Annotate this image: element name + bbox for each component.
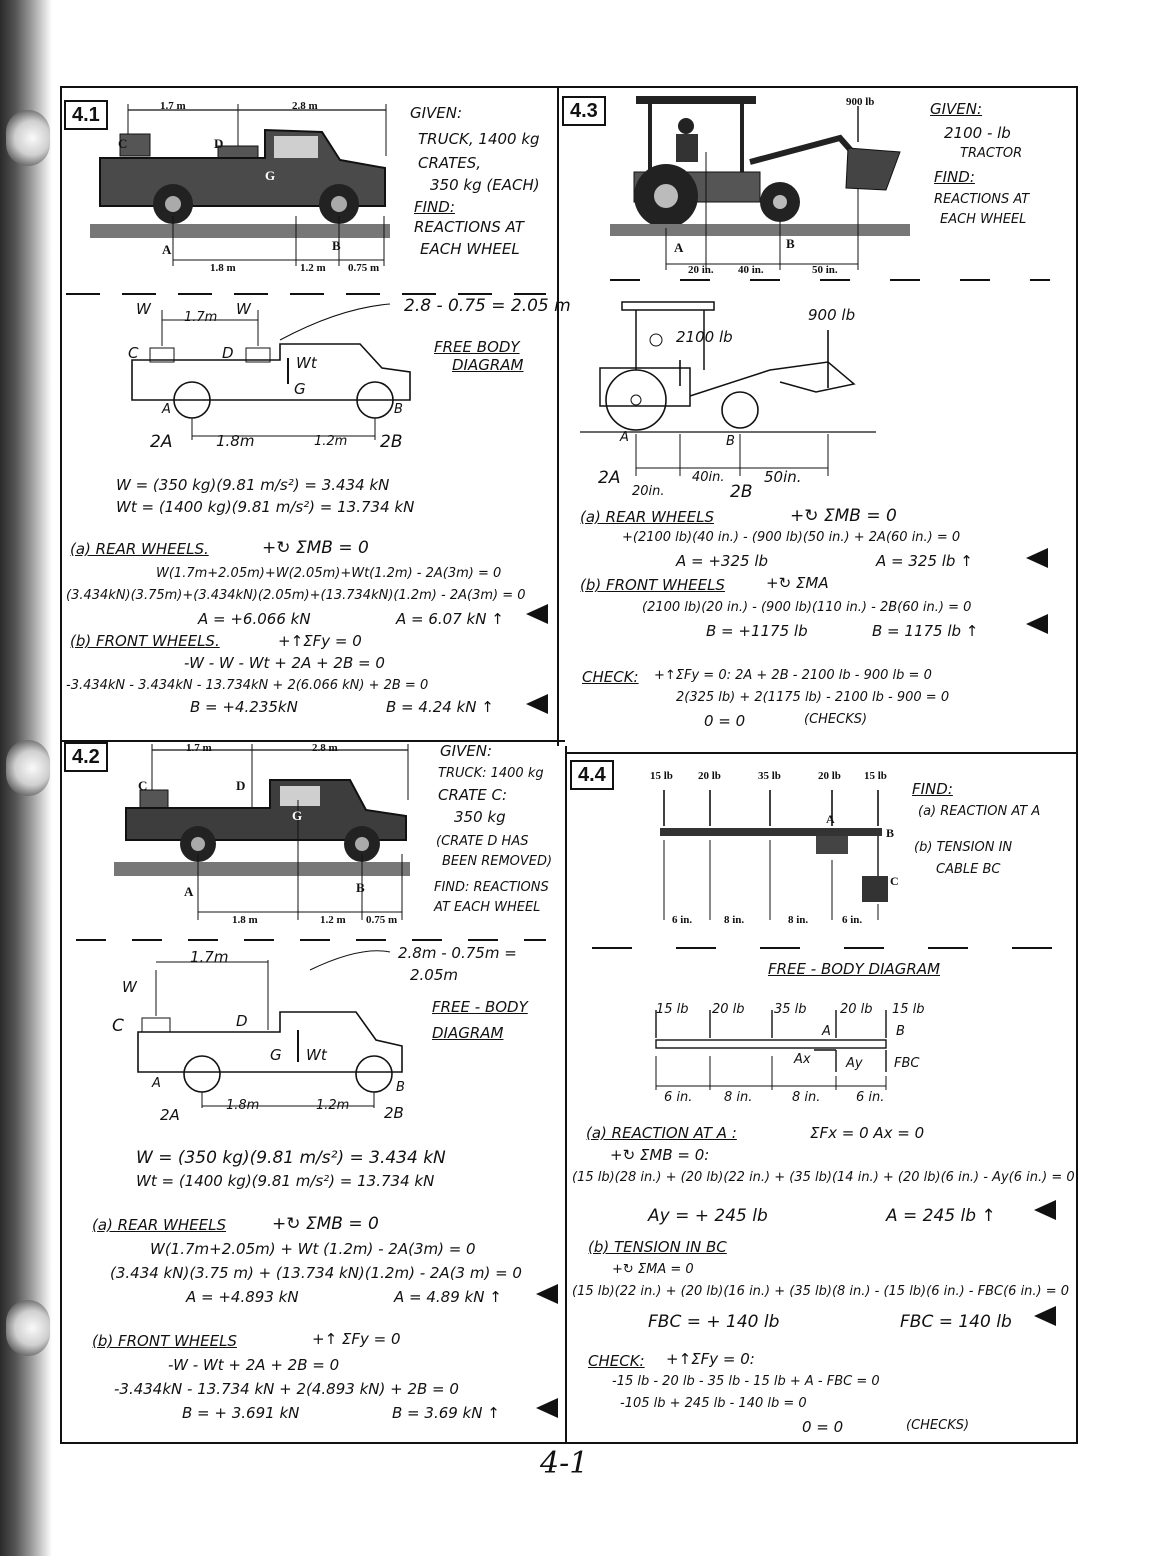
- part-b-heading: (b) FRONT WHEELS.: [70, 632, 220, 650]
- free-body-diagram: [130, 950, 410, 1110]
- part-b-result: FBC = + 140 lb: [648, 1312, 780, 1332]
- fbd-g: G: [270, 1046, 282, 1064]
- find-line: FIND: REACTIONS: [434, 880, 549, 895]
- given-line: (CRATE D HAS: [436, 834, 529, 849]
- part-a-heading: (a) REAR WHEELS: [92, 1216, 226, 1234]
- dash-separator: [76, 938, 546, 942]
- fbd-a: A: [152, 1076, 161, 1091]
- load-label: 15 lb: [650, 770, 673, 782]
- given-line: TRACTOR: [960, 146, 1023, 161]
- part-a-line1: +(2100 lb)(40 in.) - (900 lb)(50 in.) + 2A(60 in.) = 0: [622, 530, 961, 545]
- part-b-sum: +↑ ΣFy = 0: [312, 1330, 401, 1348]
- fbd-b: B: [396, 1080, 405, 1095]
- dim-1-8m: 1.8 m: [232, 914, 258, 926]
- load-label: 15 lb: [864, 770, 887, 782]
- part-b-line1: -W - W - Wt + 2A + 2B = 0: [184, 654, 385, 672]
- part-a-answer: A = 325 lb ↑: [876, 552, 973, 570]
- fbd-fbc: FBC: [894, 1056, 920, 1071]
- label-g: G: [265, 168, 276, 183]
- fbd-d: D: [222, 344, 234, 362]
- check-heading: CHECK:: [588, 1352, 645, 1370]
- part-a-moment: +↻ ΣMB = 0: [790, 506, 897, 526]
- part-b-sum: +↑ΣFy = 0: [278, 632, 362, 650]
- problem-number: 4.1: [64, 100, 108, 130]
- dim-8in: 8 in.: [724, 914, 745, 926]
- part-b-moment: +↻ ΣMA = 0: [612, 1262, 694, 1277]
- fbd-weight: 2100 lb: [676, 328, 733, 346]
- check-line3: 0 = 0: [802, 1418, 844, 1436]
- check-line1: -15 lb - 20 lb - 35 lb - 15 lb + A - FBC = 0: [612, 1374, 880, 1389]
- dim-1-2m: 1.2 m: [300, 262, 326, 274]
- part-a-result: Ay = + 245 lb: [648, 1206, 768, 1226]
- given-heading: GIVEN:: [410, 104, 463, 122]
- problem-number: 4.2: [64, 742, 108, 772]
- part-a-result: A = +6.066 kN: [198, 610, 311, 628]
- answer-marker: [526, 604, 548, 624]
- fbd-title: FREE - BODY: [432, 998, 528, 1016]
- label-c: C: [138, 778, 148, 793]
- fbd-2a: 2A: [598, 468, 621, 488]
- fbd-dim: 8 in.: [724, 1090, 753, 1105]
- check-note: (CHECKS): [906, 1418, 970, 1433]
- label-c: C: [890, 874, 899, 888]
- fbd-load: 20 lb: [712, 1002, 745, 1017]
- given-line: TRUCK: 1400 kg: [438, 766, 544, 781]
- weight-crate-eq: W = (350 kg)(9.81 m/s²) = 3.434 kN: [116, 476, 390, 494]
- fbd-length-note: 2.8m - 0.75m =: [398, 944, 517, 962]
- fbd-2b: 2B: [380, 432, 403, 452]
- answer-marker: [1034, 1200, 1056, 1220]
- row-divider-right: [565, 752, 1078, 754]
- dim-40in: 40 in.: [738, 264, 764, 276]
- fbd-ay: Ay: [846, 1056, 863, 1071]
- label-c: C: [118, 136, 128, 151]
- check-line2: 2(325 lb) + 2(1175 lb) - 2100 lb - 900 = 0: [676, 690, 950, 705]
- fbd-2b: 2B: [730, 482, 753, 502]
- part-a-line1: W(1.7m+2.05m) + Wt (1.2m) - 2A(3m) = 0: [150, 1240, 476, 1258]
- dim-0-75m: 0.75 m: [366, 914, 398, 926]
- part-b-answer: B = 1175 lb ↑: [872, 622, 979, 640]
- part-a-moment: +↻ ΣMB = 0: [262, 538, 369, 558]
- part-b-line2: -3.434kN - 13.734 kN + 2(4.893 kN) + 2B = 0: [114, 1380, 459, 1398]
- punch-hole: [6, 110, 50, 166]
- part-b-heading: (b) FRONT WHEELS: [92, 1332, 237, 1350]
- load-label: 20 lb: [698, 770, 721, 782]
- part-b-heading: (b) FRONT WHEELS: [580, 576, 725, 594]
- fbd-length-note: 2.05m: [410, 966, 459, 984]
- part-b-result: B = +1175 lb: [706, 622, 808, 640]
- part-a-result: A = +325 lb: [676, 552, 769, 570]
- load-label: 35 lb: [758, 770, 781, 782]
- label-a: A: [826, 812, 835, 826]
- fbd-load: 35 lb: [774, 1002, 807, 1017]
- answer-marker: [536, 1398, 558, 1418]
- fbd-length-note: 2.8 - 0.75 = 2.05 m: [404, 296, 571, 316]
- part-a-answer: A = 6.07 kN ↑: [396, 610, 504, 628]
- label-a: A: [162, 242, 172, 257]
- dash-separator: [592, 946, 1052, 950]
- find-line: AT EACH WHEEL: [434, 900, 541, 915]
- check-line1: +↑ΣFy = 0: 2A + 2B - 2100 lb - 900 lb = 0: [654, 668, 932, 683]
- fbd-wt: Wt: [306, 1046, 327, 1064]
- answer-marker: [1026, 548, 1048, 568]
- find-line: EACH WHEEL: [940, 212, 1027, 227]
- fbd-load: 20 lb: [840, 1002, 873, 1017]
- fbd-a: A: [822, 1024, 831, 1039]
- dim-6in: 6 in.: [672, 914, 693, 926]
- check-line3: 0 = 0: [704, 712, 746, 730]
- fbd-2b: 2B: [384, 1104, 404, 1122]
- part-a-heading: (a) REACTION AT A :: [586, 1124, 737, 1142]
- part-a-line1: W(1.7m+2.05m)+W(2.05m)+Wt(1.2m) - 2A(3m) = 0: [156, 566, 502, 581]
- fbd-40in: 40in.: [692, 470, 725, 485]
- find-line: EACH WHEEL: [420, 240, 520, 258]
- label-g: G: [292, 808, 303, 823]
- part-a-answer: A = 245 lb ↑: [886, 1206, 996, 1226]
- given-heading: GIVEN:: [930, 100, 983, 118]
- fbd-b: B: [896, 1024, 905, 1039]
- dim-1-7m: 1.7 m: [186, 742, 212, 754]
- dim-1-8m: 1.8 m: [210, 262, 236, 274]
- part-a-moment: +↻ ΣMB = 0: [272, 1214, 379, 1234]
- fbd-w2: W: [236, 300, 251, 318]
- check-heading: CHECK:: [582, 668, 639, 686]
- fbd-dim: 8 in.: [792, 1090, 821, 1105]
- part-b-answer: B = 4.24 kN ↑: [386, 698, 494, 716]
- load-label: 900 lb: [846, 96, 875, 108]
- fbd-title: FREE - BODY DIAGRAM: [768, 960, 941, 978]
- part-a-line2: (3.434 kN)(3.75 m) + (13.734 kN)(1.2m) - 2A(3 m) = 0: [110, 1264, 522, 1282]
- dim-2-8m: 2.8 m: [312, 742, 338, 754]
- answer-marker: [1026, 614, 1048, 634]
- part-b-answer: FBC = 140 lb: [900, 1312, 1012, 1332]
- part-a-result: A = +4.893 kN: [186, 1288, 299, 1306]
- part-b-line1: (2100 lb)(20 in.) - (900 lb)(110 in.) - 2B(60 in.) = 0: [642, 600, 972, 615]
- fbd-2a: 2A: [150, 432, 173, 452]
- fbd-1-8m: 1.8m: [216, 432, 255, 450]
- part-b-line2: -3.434kN - 3.434kN - 13.734kN + 2(6.066 kN) + 2B = 0: [66, 678, 429, 693]
- find-heading: FIND:: [414, 198, 455, 216]
- fbd-title: DIAGRAM: [432, 1024, 504, 1042]
- fbd-dim: 6 in.: [664, 1090, 693, 1105]
- given-line: 350 kg: [454, 808, 506, 826]
- fbd-b: B: [394, 402, 403, 417]
- dim-50in: 50 in.: [812, 264, 838, 276]
- part-a-line2: (3.434kN)(3.75m)+(3.434kN)(2.05m)+(13.734kN)(1.2m) - 2A(3m) = 0: [66, 588, 526, 603]
- label-a: A: [184, 884, 194, 899]
- answer-marker: [1034, 1306, 1056, 1326]
- fbd-ax: Ax: [794, 1052, 811, 1067]
- given-line: CRATES,: [418, 154, 481, 172]
- truck-figure: [60, 96, 400, 280]
- dim-1-2m: 1.2 m: [320, 914, 346, 926]
- part-b-moment: +↻ ΣMA: [766, 574, 829, 592]
- part-a-answer: A = 4.89 kN ↑: [394, 1288, 502, 1306]
- dim-2-8m: 2.8 m: [292, 100, 318, 112]
- part-b-line1: -W - Wt + 2A + 2B = 0: [168, 1356, 340, 1374]
- fbd-20in: 20in.: [632, 484, 665, 499]
- fbd-title: DIAGRAM: [452, 356, 524, 374]
- fbd-1-2m: 1.2m: [316, 1098, 350, 1113]
- truck-figure: [100, 740, 420, 930]
- fbd-2a: 2A: [160, 1106, 180, 1124]
- column-divider-top: [557, 86, 559, 746]
- label-d: D: [236, 778, 246, 793]
- problem-number: 4.3: [562, 96, 606, 126]
- given-line: CRATE C:: [438, 786, 508, 804]
- find-line: (b) TENSION IN: [914, 840, 1013, 855]
- given-line: 2100 - lb: [944, 124, 1011, 142]
- part-b-answer: B = 3.69 kN ↑: [392, 1404, 500, 1422]
- find-heading: FIND:: [934, 168, 975, 186]
- punch-hole: [6, 740, 50, 796]
- check-line2: -105 lb + 245 lb - 140 lb = 0: [620, 1396, 807, 1411]
- fbd-c: C: [112, 1016, 124, 1036]
- fbd-g: G: [294, 380, 306, 398]
- fbd-spacing: 1.7m: [184, 310, 218, 325]
- part-b-heading: (b) TENSION IN BC: [588, 1238, 727, 1256]
- fbd-spacing: 1.7m: [190, 948, 229, 966]
- fbd-a: A: [620, 430, 629, 445]
- find-line: REACTIONS AT: [934, 192, 1030, 207]
- part-b-result: B = + 3.691 kN: [182, 1404, 300, 1422]
- find-line: REACTIONS AT: [414, 218, 524, 236]
- page-number: 4-1: [540, 1446, 589, 1481]
- load-label: 20 lb: [818, 770, 841, 782]
- given-line: BEEN REMOVED): [442, 854, 553, 869]
- fbd-load: 15 lb: [892, 1002, 925, 1017]
- dim-0-75m: 0.75 m: [348, 262, 380, 274]
- part-a-line1: (15 lb)(28 in.) + (20 lb)(22 in.) + (35 lb)(14 in.) + (20 lb)(6 in.) - Ay(6 in.) = 0: [572, 1170, 1075, 1185]
- punch-hole: [6, 1300, 50, 1356]
- given-line: 350 kg (EACH): [430, 176, 540, 194]
- dim-1-7m: 1.7 m: [160, 100, 186, 112]
- part-a-heading: (a) REAR WHEELS: [580, 508, 714, 526]
- part-b-result: B = +4.235kN: [190, 698, 298, 716]
- label-b: B: [356, 880, 365, 895]
- fbd-dim: 6 in.: [856, 1090, 885, 1105]
- dim-6in: 6 in.: [842, 914, 863, 926]
- find-heading: FIND:: [912, 780, 953, 798]
- check-sum: +↑ΣFy = 0:: [666, 1350, 755, 1368]
- label-d: D: [214, 136, 224, 151]
- fbd-w: W: [122, 978, 137, 996]
- fbd-a: A: [162, 402, 171, 417]
- part-a-moment: +↻ ΣMB = 0:: [610, 1146, 710, 1164]
- given-line: TRUCK, 1400 kg: [418, 130, 540, 148]
- label-a: A: [674, 240, 684, 255]
- fbd-load: 15 lb: [656, 1002, 689, 1017]
- weight-truck-eq: Wt = (1400 kg)(9.81 m/s²) = 13.734 kN: [116, 498, 415, 516]
- given-heading: GIVEN:: [440, 742, 493, 760]
- fbd-c: C: [128, 344, 139, 362]
- fbd-title: FREE BODY: [434, 338, 520, 356]
- find-line: (a) REACTION AT A: [918, 804, 1041, 819]
- fbd-wt: Wt: [296, 354, 317, 372]
- fbd-1-8m: 1.8m: [226, 1098, 260, 1113]
- part-a-fx: ΣFx = 0 Ax = 0: [810, 1124, 925, 1142]
- fbd-50in: 50in.: [764, 468, 802, 486]
- answer-marker: [536, 1284, 558, 1304]
- weight-crate-eq: W = (350 kg)(9.81 m/s²) = 3.434 kN: [136, 1148, 446, 1168]
- label-b: B: [786, 236, 795, 251]
- weight-truck-eq: Wt = (1400 kg)(9.81 m/s²) = 13.734 kN: [136, 1172, 435, 1190]
- fbd-load: 900 lb: [808, 306, 856, 324]
- label-b: B: [332, 238, 341, 253]
- fbd-1-2m: 1.2m: [314, 434, 348, 449]
- dim-8in: 8 in.: [788, 914, 809, 926]
- find-line: CABLE BC: [936, 862, 1001, 877]
- check-note: (CHECKS): [804, 712, 868, 727]
- answer-marker: [526, 694, 548, 714]
- problem-number: 4.4: [570, 760, 614, 790]
- dash-separator: [610, 278, 1050, 282]
- fbd-d: D: [236, 1012, 248, 1030]
- part-b-line1: (15 lb)(22 in.) + (20 lb)(16 in.) + (35 lb)(8 in.) - (15 lb)(6 in.) - FBC(6 in.) = 0: [572, 1284, 1070, 1299]
- column-divider-bottom: [565, 746, 567, 1444]
- label-b: B: [886, 826, 895, 840]
- dim-20in: 20 in.: [688, 264, 714, 276]
- tractor-figure: [610, 92, 920, 282]
- part-a-heading: (a) REAR WHEELS.: [70, 540, 209, 558]
- fbd-w1: W: [136, 300, 151, 318]
- fbd-b: B: [726, 434, 735, 449]
